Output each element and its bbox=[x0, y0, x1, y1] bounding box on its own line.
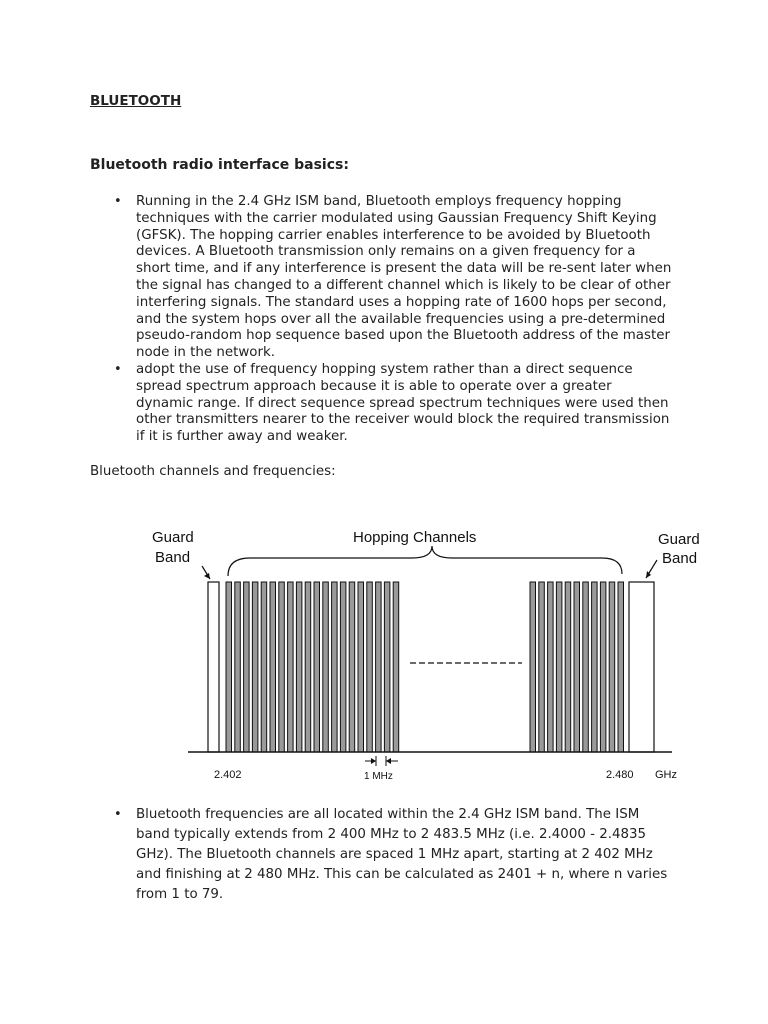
left-channel-bar-4 bbox=[252, 582, 258, 752]
left-channel-bar-10 bbox=[305, 582, 311, 752]
guard-band-left-line2: Band bbox=[155, 549, 191, 566]
left-channel-bar-16 bbox=[358, 582, 364, 752]
bullet-list bbox=[112, 194, 672, 446]
left-channel-bar-12 bbox=[323, 582, 329, 752]
guard-band-right-rect bbox=[629, 582, 654, 752]
right-channel-bar-8 bbox=[592, 582, 598, 752]
bullet-item-frequency-hopping: • Running in the 2.4 GHz ISM band, Bluetooth employs frequency hopping techniques with the carrier modulated using Gaussian Frequency Shift Keying (GFSK). The hopping carrier enables interference to be avoided by Bluetooth devices. A Bluetooth transmission only remains on a given frequency for a short time, and if any interference is present the data will be re-sent later when the signal has changed to a different channel which is likely to be clear of other interfering signals. The standard uses a hopping rate of 1600 hops per second, and the system hops over all the available frequencies using a pre-determined pseudo-random hop sequence based upon the Bluetooth address of the master node in the network. bbox=[112, 194, 672, 362]
right-channel-bar-7 bbox=[583, 582, 589, 752]
guard-band-left-rect bbox=[208, 582, 219, 752]
channel-diagram bbox=[140, 516, 700, 791]
bullet-item-spread-spectrum: • adopt the use of frequency hopping system rather than a direct sequence spread spectrum approach because it is able to operate over a greater dynamic range. If direct sequence spread spectrum techniques were used then other transmitters nearer to the receiver would block the required transmission if it is further away and weaker. bbox=[112, 362, 672, 446]
left-channel-bar-2 bbox=[235, 582, 241, 752]
spacing-marker-arrowhead-left bbox=[371, 758, 376, 764]
left-channel-bar-19 bbox=[384, 582, 390, 752]
section-heading: Bluetooth radio interface basics: bbox=[90, 157, 349, 173]
hopping-channels-label: Hopping Channels bbox=[353, 529, 477, 546]
left-channel-bar-15 bbox=[349, 582, 355, 752]
channels-caption: Bluetooth channels and frequencies: bbox=[90, 464, 336, 479]
spacing-marker-arrowhead-right bbox=[386, 758, 391, 764]
right-channel-bar-4 bbox=[556, 582, 562, 752]
bullet-item-frequency-range: • Bluetooth frequencies are all located within the 2.4 GHz ISM band. The ISM band typically extends from 2 400 MHz to 2 483.5 MHz (i.e. 2.4000 - 2.4835 GHz). The Bluetooth channels are spaced 1 MHz apart, starting at 2 402 MHz and finishing at 2 480 MHz. This can be calculated as 2401 + n, where n varies from 1 to 79. bbox=[112, 805, 672, 905]
left-channel-bar-20 bbox=[393, 582, 399, 752]
left-channel-bar-9 bbox=[296, 582, 302, 752]
left-channel-group bbox=[226, 582, 399, 752]
right-channel-bar-5 bbox=[565, 582, 571, 752]
right-channel-bar-3 bbox=[548, 582, 554, 752]
spacing-label: 1 MHz bbox=[364, 771, 393, 782]
right-channel-bar-11 bbox=[618, 582, 624, 752]
left-channel-bar-5 bbox=[261, 582, 267, 752]
guard-band-right-line1: Guard bbox=[658, 531, 700, 548]
start-frequency-label: 2.402 bbox=[214, 769, 242, 781]
left-channel-bar-11 bbox=[314, 582, 320, 752]
left-channel-bar-7 bbox=[279, 582, 285, 752]
right-channel-bar-10 bbox=[609, 582, 615, 752]
unit-label: GHz bbox=[655, 769, 677, 781]
right-channel-group bbox=[530, 582, 624, 752]
hopping-channels-brace bbox=[228, 546, 622, 576]
guard-band-right-line2: Band bbox=[662, 550, 698, 567]
bullet-list-after-diagram bbox=[112, 805, 672, 905]
left-channel-bar-1 bbox=[226, 582, 232, 752]
left-channel-bar-3 bbox=[244, 582, 250, 752]
right-channel-bar-2 bbox=[539, 582, 545, 752]
right-channel-bar-1 bbox=[530, 582, 536, 752]
left-channel-bar-13 bbox=[332, 582, 338, 752]
left-channel-bar-6 bbox=[270, 582, 276, 752]
right-channel-bar-6 bbox=[574, 582, 580, 752]
guard-band-left-line1: Guard bbox=[152, 529, 194, 546]
left-channel-bar-8 bbox=[288, 582, 294, 752]
left-channel-bar-14 bbox=[340, 582, 346, 752]
end-frequency-label: 2.480 bbox=[606, 769, 634, 781]
right-channel-bar-9 bbox=[600, 582, 606, 752]
doc-title: BLUETOOTH bbox=[90, 93, 182, 109]
left-channel-bar-17 bbox=[367, 582, 373, 752]
left-channel-bar-18 bbox=[376, 582, 382, 752]
